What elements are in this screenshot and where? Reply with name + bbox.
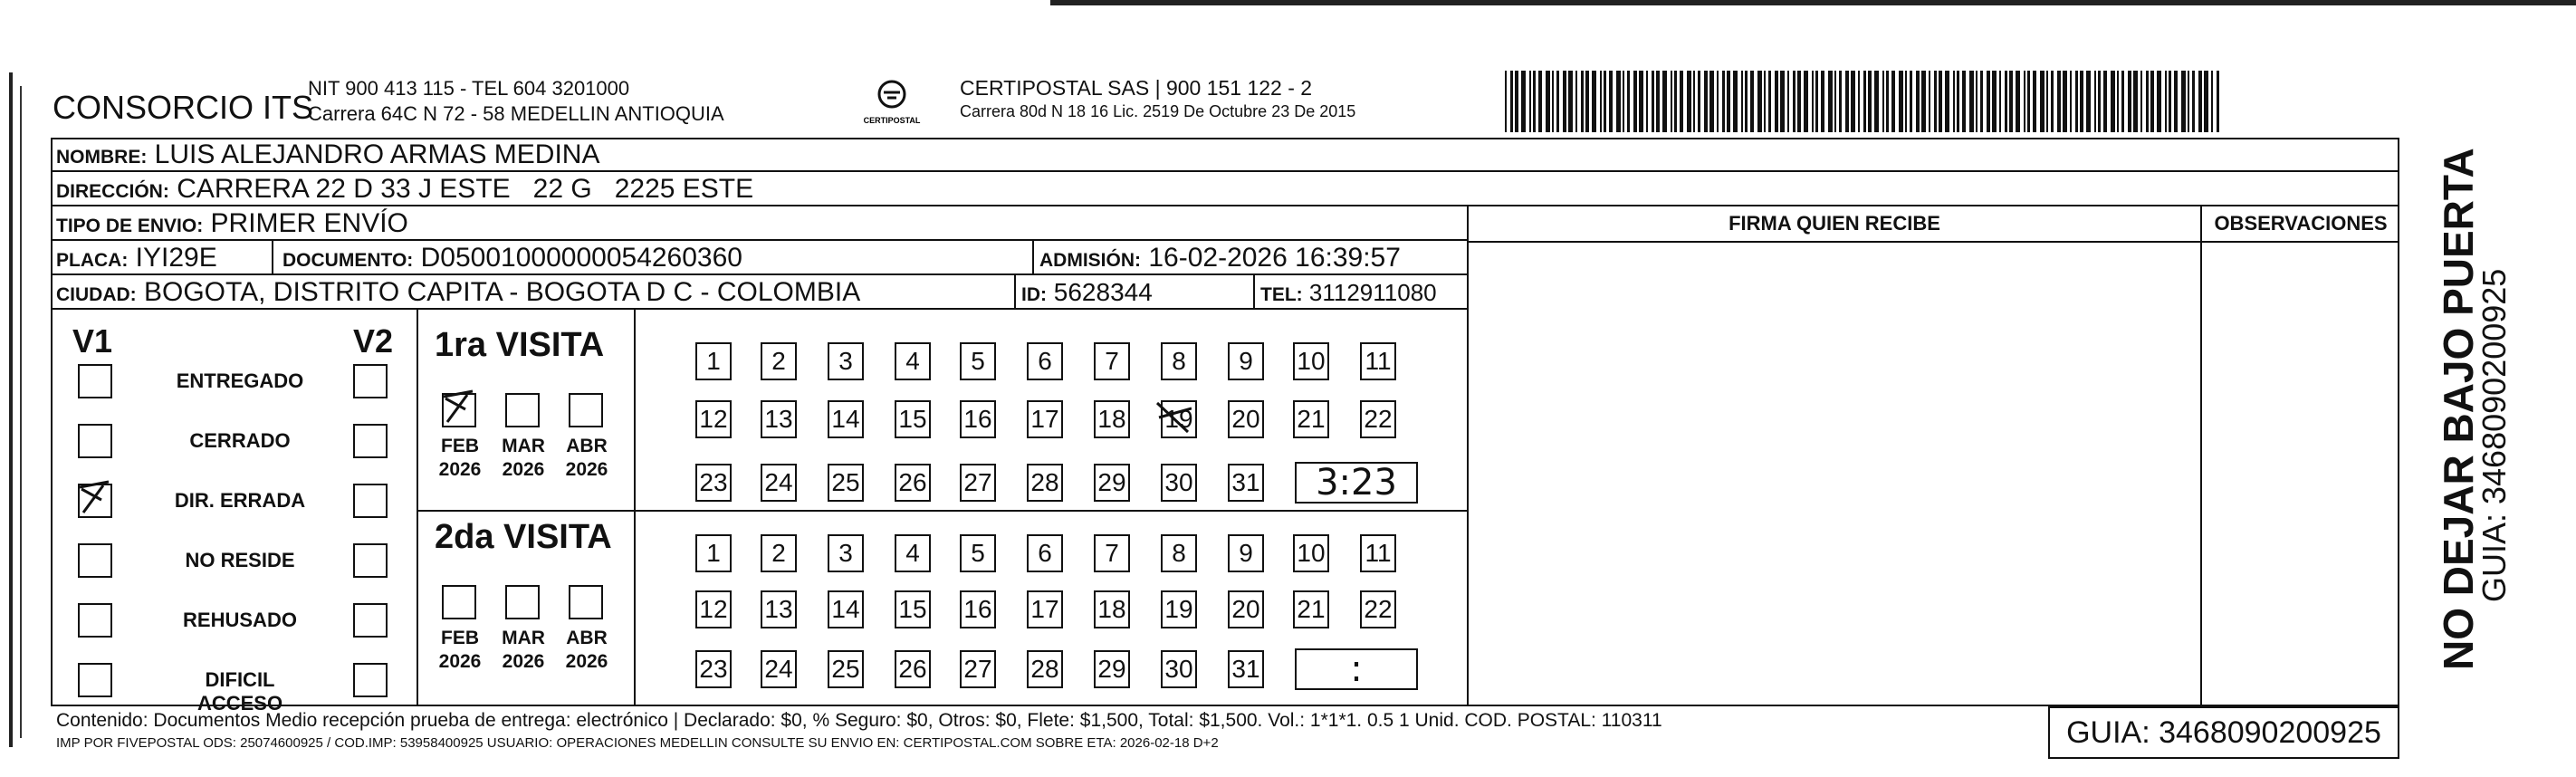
month-checkbox[interactable] bbox=[569, 393, 603, 427]
day-box[interactable]: 21 bbox=[1293, 590, 1329, 628]
barcode-bar bbox=[1510, 71, 1513, 132]
day-box[interactable]: 28 bbox=[1027, 464, 1063, 502]
barcode-bar bbox=[1757, 71, 1762, 132]
year-label: 2026 bbox=[502, 459, 545, 480]
barcode-bar bbox=[2133, 71, 2138, 132]
barcode-bar bbox=[2217, 71, 2219, 132]
status-label: ENTREGADO bbox=[176, 369, 304, 392]
barcode-bar bbox=[2094, 71, 2096, 132]
status-label: REHUSADO bbox=[183, 609, 297, 631]
divider bbox=[2200, 206, 2202, 706]
top-edge-line bbox=[1050, 0, 2576, 5]
time-box[interactable]: : bbox=[1295, 648, 1418, 690]
barcode-bar bbox=[1934, 71, 1937, 132]
barcode-bar bbox=[1992, 71, 1997, 132]
barcode-bar bbox=[2121, 71, 2124, 132]
year-label: 2026 bbox=[565, 651, 608, 672]
divider bbox=[1467, 241, 2399, 243]
barcode-bar bbox=[1891, 71, 1895, 132]
nombre-label: NOMBRE: bbox=[56, 147, 148, 168]
day-box[interactable]: 1 bbox=[695, 534, 732, 572]
barcode-bar bbox=[1722, 71, 1725, 132]
barcode-bar bbox=[1505, 71, 1507, 132]
day-box[interactable]: 27 bbox=[960, 650, 996, 688]
barcode-bar bbox=[1976, 71, 1977, 132]
barcode-bar bbox=[1693, 71, 1695, 132]
barcode-bar bbox=[1717, 71, 1719, 132]
side-warning: NO DEJAR BAJO PUERTA bbox=[2435, 148, 2482, 670]
day-box[interactable]: 19 bbox=[1161, 400, 1197, 438]
barcode-bar bbox=[1929, 71, 1930, 132]
divider bbox=[1253, 275, 1255, 310]
barcode-bar bbox=[1834, 71, 1836, 132]
barcode-bar bbox=[1556, 71, 1559, 132]
barcode-bar bbox=[1905, 71, 1907, 132]
tipo-value: PRIMER ENVÍO bbox=[210, 208, 408, 238]
carrier-logo bbox=[856, 76, 928, 130]
month-checkbox[interactable] bbox=[442, 393, 476, 427]
barcode-bar bbox=[1515, 71, 1518, 132]
day-box[interactable]: 23 bbox=[695, 464, 732, 502]
v2-checkbox[interactable] bbox=[353, 424, 388, 458]
company-address: Carrera 64C N 72 - 58 MEDELLIN ANTIOQUIA bbox=[308, 102, 724, 125]
barcode-bar bbox=[1899, 71, 1903, 132]
observaciones-header: OBSERVACIONES bbox=[2214, 212, 2388, 235]
day-box[interactable]: 13 bbox=[761, 590, 797, 628]
documento-field bbox=[282, 241, 742, 278]
day-box[interactable]: 11 bbox=[1360, 534, 1396, 572]
month-checkbox[interactable] bbox=[505, 393, 540, 427]
day-box[interactable]: 16 bbox=[960, 590, 996, 628]
barcode-bar bbox=[1745, 71, 1748, 132]
barcode-bar bbox=[2204, 71, 2208, 132]
barcode-bar bbox=[1957, 71, 1959, 132]
barcode-bar bbox=[1768, 71, 1771, 132]
month-label: MAR bbox=[502, 628, 545, 648]
barcode-bar bbox=[1969, 71, 1974, 132]
barcode-bar bbox=[2128, 71, 2131, 132]
year-label: 2026 bbox=[438, 651, 482, 672]
barcode-bar bbox=[2005, 71, 2007, 132]
day-box[interactable]: 7 bbox=[1094, 534, 1130, 572]
carrier-address: Carrera 80d N 18 16 Lic. 2519 De Octubre 23 De 2015 bbox=[960, 102, 1356, 120]
ciudad-value: BOGOTA, DISTRITO CAPITA - BOGOTA D C - COLOMBIA bbox=[144, 277, 861, 307]
barcode-bar bbox=[1882, 71, 1884, 132]
v1-header: V1 bbox=[72, 322, 113, 360]
barcode-bar bbox=[1845, 71, 1849, 132]
divider bbox=[272, 241, 273, 275]
barcode-bar bbox=[1868, 71, 1872, 132]
barcode-bar bbox=[2027, 71, 2030, 132]
day-box[interactable]: 25 bbox=[828, 464, 864, 502]
day-box[interactable]: 24 bbox=[761, 464, 797, 502]
day-box[interactable]: 12 bbox=[695, 590, 732, 628]
year-label: 2026 bbox=[438, 459, 482, 480]
v1-checkbox[interactable] bbox=[78, 543, 112, 578]
year-label: 2026 bbox=[502, 651, 545, 672]
status-label: DIR. ERRADA bbox=[174, 489, 306, 512]
barcode-bar bbox=[1916, 71, 1920, 132]
v2-checkbox[interactable] bbox=[353, 364, 388, 398]
v2-checkbox[interactable] bbox=[353, 663, 388, 697]
barcode-bar bbox=[1764, 71, 1766, 132]
status-label: CERRADO bbox=[189, 429, 291, 452]
day-box[interactable]: 11 bbox=[1360, 342, 1396, 380]
divider bbox=[417, 510, 1467, 512]
barcode-bar bbox=[2140, 71, 2142, 132]
barcode-bar bbox=[1623, 71, 1624, 132]
barcode-bar bbox=[1529, 71, 1531, 132]
day-box[interactable]: 20 bbox=[1228, 590, 1264, 628]
barcode-bar bbox=[1662, 71, 1667, 132]
footer-print-info: IMP POR FIVEPOSTAL ODS: 25074600925 / COD.IMP: 53958400925 USUARIO: OPERACIONES MEDELLIN CONSULTE SU ENVIO EN: CERTIPOSTAL.COM SOBRE ETA: 2026-02-18 D+2 bbox=[56, 735, 1219, 751]
year-label: 2026 bbox=[565, 459, 608, 480]
barcode-bar bbox=[1674, 71, 1677, 132]
barcode-bar bbox=[2080, 71, 2083, 132]
barcode-bar bbox=[1538, 71, 1542, 132]
barcode-bar bbox=[2174, 71, 2178, 132]
barcode-bar bbox=[1750, 71, 1754, 132]
admision-value: 16-02-2026 16:39:57 bbox=[1148, 243, 1401, 273]
day-box[interactable]: 30 bbox=[1161, 650, 1197, 688]
barcode-bar bbox=[1780, 71, 1785, 132]
barcode-bar bbox=[2051, 71, 2054, 132]
id-value: 5628344 bbox=[1053, 278, 1153, 306]
divider bbox=[634, 310, 636, 706]
time-box[interactable]: 3:23 bbox=[1295, 462, 1418, 504]
day-box[interactable]: 4 bbox=[895, 342, 931, 380]
barcode-bar bbox=[1921, 71, 1926, 132]
barcode-bar bbox=[2157, 71, 2161, 132]
tel-field bbox=[1260, 275, 1437, 312]
day-box[interactable]: 29 bbox=[1094, 464, 1130, 502]
barcode-bar bbox=[2169, 71, 2171, 132]
barcode-bar bbox=[1533, 71, 1536, 132]
month-label: MAR bbox=[502, 436, 545, 456]
day-box[interactable]: 16 bbox=[960, 400, 996, 438]
day-box[interactable]: 14 bbox=[828, 590, 864, 628]
month-label: ABR bbox=[566, 628, 608, 648]
barcode-bar bbox=[2103, 71, 2107, 132]
barcode-bar bbox=[1680, 71, 1683, 132]
company-info bbox=[308, 76, 724, 127]
tel-value: 3112911080 bbox=[1308, 279, 1437, 306]
day-box[interactable]: 24 bbox=[761, 650, 797, 688]
day-box[interactable]: 15 bbox=[895, 400, 931, 438]
day-box[interactable]: 10 bbox=[1293, 342, 1329, 380]
v1-checkbox[interactable] bbox=[78, 484, 112, 518]
barcode-bar bbox=[1552, 71, 1554, 132]
row-ciudad bbox=[51, 275, 1469, 310]
day-box[interactable]: 5 bbox=[960, 534, 996, 572]
barcode-bar bbox=[1863, 71, 1866, 132]
barcode-bar bbox=[1953, 71, 1955, 132]
barcode-bar bbox=[1804, 71, 1808, 132]
v2-checkbox[interactable] bbox=[353, 484, 388, 518]
barcode-bar bbox=[1704, 71, 1708, 132]
divider bbox=[417, 310, 418, 706]
barcode-bar bbox=[1646, 71, 1648, 132]
month-checkbox[interactable] bbox=[442, 585, 476, 619]
day-box[interactable]: 18 bbox=[1094, 400, 1130, 438]
barcode-bar bbox=[2146, 71, 2149, 132]
day-box[interactable]: 8 bbox=[1161, 534, 1197, 572]
day-box[interactable]: 26 bbox=[895, 464, 931, 502]
barcode-bar bbox=[2198, 71, 2202, 132]
barcode-bar bbox=[1698, 71, 1700, 132]
barcode-bar bbox=[1945, 71, 1949, 132]
barcode-bar bbox=[1671, 71, 1672, 132]
barcode-bar bbox=[1886, 71, 1889, 132]
admision-label: ADMISIÓN: bbox=[1039, 250, 1141, 271]
barcode-bar bbox=[2063, 71, 2067, 132]
day-box[interactable]: 22 bbox=[1360, 590, 1396, 628]
day-box[interactable]: 29 bbox=[1094, 650, 1130, 688]
barcode-bar bbox=[1874, 71, 1879, 132]
barcode-bar bbox=[1639, 71, 1643, 132]
barcode-bar bbox=[1585, 71, 1589, 132]
side-guia: GUIA: 3468090200925 bbox=[2475, 268, 2513, 602]
day-box[interactable]: 3 bbox=[828, 342, 864, 380]
month-label: ABR bbox=[566, 436, 608, 456]
barcode-bar bbox=[1775, 71, 1778, 132]
day-box[interactable]: 25 bbox=[828, 650, 864, 688]
barcode-bar bbox=[1812, 71, 1814, 132]
barcode-bar bbox=[2150, 71, 2154, 132]
barcode-bar bbox=[2098, 71, 2101, 132]
barcode-bar bbox=[1521, 71, 1526, 132]
barcode-bar bbox=[1839, 71, 1842, 132]
day-box[interactable]: 3 bbox=[828, 534, 864, 572]
barcode-bar bbox=[1741, 71, 1743, 132]
divider bbox=[1467, 206, 1469, 706]
barcode-bar bbox=[1851, 71, 1855, 132]
barcode-bar bbox=[2211, 71, 2213, 132]
barcode-bar bbox=[1787, 71, 1789, 132]
documento-label: DOCUMENTO: bbox=[282, 250, 414, 271]
tipo-label: TIPO DE ENVIO: bbox=[56, 216, 204, 236]
placa-label: PLACA: bbox=[56, 250, 129, 271]
day-box[interactable]: 26 bbox=[895, 650, 931, 688]
day-box[interactable]: 6 bbox=[1027, 534, 1063, 572]
row-tipo bbox=[51, 206, 1469, 241]
barcode-bar bbox=[1709, 71, 1714, 132]
firma-header: FIRMA QUIEN RECIBE bbox=[1729, 212, 1940, 235]
barcode bbox=[1503, 71, 2227, 132]
left-edge-line bbox=[9, 72, 13, 747]
day-box[interactable]: 31 bbox=[1228, 650, 1264, 688]
status-label: DIFICIL ACCESO bbox=[196, 668, 283, 715]
barcode-bar bbox=[2016, 71, 2020, 132]
day-box[interactable]: 12 bbox=[695, 400, 732, 438]
barcode-bar bbox=[2057, 71, 2061, 132]
barcode-bar bbox=[1797, 71, 1801, 132]
day-box[interactable]: 21 bbox=[1293, 400, 1329, 438]
nombre-value: LUIS ALEJANDRO ARMAS MEDINA bbox=[154, 139, 600, 169]
barcode-bar bbox=[1600, 71, 1602, 132]
left-edge-line-inner bbox=[20, 86, 22, 738]
barcode-bar bbox=[1581, 71, 1584, 132]
guia-box: GUIA: 3468090200925 bbox=[2048, 706, 2399, 759]
day-box[interactable]: 28 bbox=[1027, 650, 1063, 688]
day-box[interactable]: 8 bbox=[1161, 342, 1197, 380]
barcode-bar bbox=[1652, 71, 1654, 132]
barcode-bar bbox=[1793, 71, 1796, 132]
v1-checkbox[interactable] bbox=[78, 663, 112, 697]
day-box[interactable]: 10 bbox=[1293, 534, 1329, 572]
row-nombre bbox=[51, 138, 2399, 172]
divider bbox=[1032, 241, 1034, 275]
day-box[interactable]: 2 bbox=[761, 534, 797, 572]
barcode-bar bbox=[1546, 71, 1550, 132]
direccion-label: DIRECCIÓN: bbox=[56, 181, 169, 202]
day-box[interactable]: 23 bbox=[695, 650, 732, 688]
barcode-bar bbox=[2111, 71, 2115, 132]
v1-checkbox[interactable] bbox=[78, 424, 112, 458]
barcode-bar bbox=[2075, 71, 2078, 132]
barcode-bar bbox=[1821, 71, 1824, 132]
v1-checkbox[interactable] bbox=[78, 603, 112, 638]
month-checkbox[interactable] bbox=[569, 585, 603, 619]
barcode-bar bbox=[1592, 71, 1596, 132]
barcode-bar bbox=[2046, 71, 2048, 132]
barcode-bar bbox=[2165, 71, 2167, 132]
documento-value: D05001000000054260360 bbox=[420, 243, 742, 273]
day-box[interactable]: 31 bbox=[1228, 464, 1264, 502]
id-field bbox=[1021, 275, 1153, 312]
barcode-bar bbox=[1987, 71, 1990, 132]
day-box[interactable]: 15 bbox=[895, 590, 931, 628]
barcode-bar bbox=[1980, 71, 1983, 132]
barcode-bar bbox=[2181, 71, 2186, 132]
day-box[interactable]: 5 bbox=[960, 342, 996, 380]
id-label: ID: bbox=[1021, 284, 1047, 305]
month-label: FEB bbox=[441, 436, 479, 456]
day-box[interactable]: 17 bbox=[1027, 400, 1063, 438]
barcode-bar bbox=[1910, 71, 1912, 132]
v2-checkbox[interactable] bbox=[353, 603, 388, 638]
barcode-bar bbox=[1727, 71, 1730, 132]
company-nit: NIT 900 413 115 - TEL 604 3201000 bbox=[308, 77, 630, 100]
barcode-bar bbox=[2024, 71, 2025, 132]
carrier-info bbox=[960, 76, 1355, 123]
barcode-bar bbox=[1656, 71, 1660, 132]
barcode-bar bbox=[2117, 71, 2119, 132]
day-box[interactable]: 18 bbox=[1094, 590, 1130, 628]
barcode-bar bbox=[1999, 71, 2001, 132]
barcode-bar bbox=[1815, 71, 1818, 132]
day-box[interactable]: 4 bbox=[895, 534, 931, 572]
day-box[interactable]: 7 bbox=[1094, 342, 1130, 380]
barcode-bar bbox=[1828, 71, 1833, 132]
day-box[interactable]: 20 bbox=[1228, 400, 1264, 438]
barcode-bar bbox=[2033, 71, 2036, 132]
barcode-bar bbox=[2192, 71, 2195, 132]
day-box[interactable]: 9 bbox=[1228, 534, 1264, 572]
barcode-bar bbox=[2040, 71, 2045, 132]
tel-label: TEL: bbox=[1260, 284, 1303, 305]
day-box[interactable]: 17 bbox=[1027, 590, 1063, 628]
barcode-bar bbox=[1616, 71, 1621, 132]
row-direccion bbox=[51, 172, 2399, 206]
barcode-bar bbox=[2188, 71, 2189, 132]
month-label: FEB bbox=[441, 628, 479, 648]
first-visit-title: 1ra VISITA bbox=[435, 326, 605, 364]
day-box[interactable]: 1 bbox=[695, 342, 732, 380]
barcode-bar bbox=[2086, 71, 2091, 132]
day-box[interactable]: 27 bbox=[960, 464, 996, 502]
day-box[interactable]: 2 bbox=[761, 342, 797, 380]
second-visit-title: 2da VISITA bbox=[435, 518, 612, 556]
day-box[interactable]: 6 bbox=[1027, 342, 1063, 380]
barcode-bar bbox=[1575, 71, 1577, 132]
barcode-bar bbox=[1609, 71, 1613, 132]
admision-field bbox=[1039, 241, 1401, 278]
v2-header: V2 bbox=[353, 322, 394, 360]
month-checkbox[interactable] bbox=[505, 585, 540, 619]
logo-wordmark: CERTIPOSTAL bbox=[863, 116, 921, 125]
placa-value: IYI29E bbox=[135, 243, 217, 273]
barcode-bar bbox=[2070, 71, 2072, 132]
barcode-bar bbox=[1858, 71, 1860, 132]
barcode-bar bbox=[1568, 71, 1573, 132]
footer-contents: Contenido: Documentos Medio recepción prueba de entrega: electrónico | Declarado: $0, % Seguro: $0, Otros: $0, Flete: $1,500, Total: $1,500. Vol.: 1*1*1. 0.5 1 Unid. COD. POSTAL: 110311 bbox=[56, 710, 1662, 731]
barcode-bar bbox=[1563, 71, 1566, 132]
barcode-bar bbox=[1687, 71, 1691, 132]
day-box[interactable]: 30 bbox=[1161, 464, 1197, 502]
barcode-bar bbox=[1604, 71, 1606, 132]
barcode-bar bbox=[1627, 71, 1630, 132]
company-name: CONSORCIO ITS bbox=[53, 89, 314, 126]
direccion-value: CARRERA 22 D 33 J ESTE 22 G 2225 ESTE bbox=[177, 174, 754, 204]
carrier-name: CERTIPOSTAL SAS | 900 151 122 - 2 bbox=[960, 76, 1313, 100]
day-box[interactable]: 9 bbox=[1228, 342, 1264, 380]
barcode-bar bbox=[2009, 71, 2013, 132]
ciudad-label: CIUDAD: bbox=[56, 284, 137, 305]
barcode-bar bbox=[1962, 71, 1966, 132]
v1-checkbox[interactable] bbox=[78, 364, 112, 398]
day-box[interactable]: 14 bbox=[828, 400, 864, 438]
barcode-bar bbox=[1733, 71, 1738, 132]
status-label: NO RESIDE bbox=[185, 549, 295, 571]
day-box[interactable]: 13 bbox=[761, 400, 797, 438]
divider bbox=[1014, 275, 1016, 310]
barcode-bar bbox=[1939, 71, 1942, 132]
day-box[interactable]: 19 bbox=[1161, 590, 1197, 628]
day-box[interactable]: 22 bbox=[1360, 400, 1396, 438]
v2-checkbox[interactable] bbox=[353, 543, 388, 578]
barcode-bar bbox=[1633, 71, 1637, 132]
